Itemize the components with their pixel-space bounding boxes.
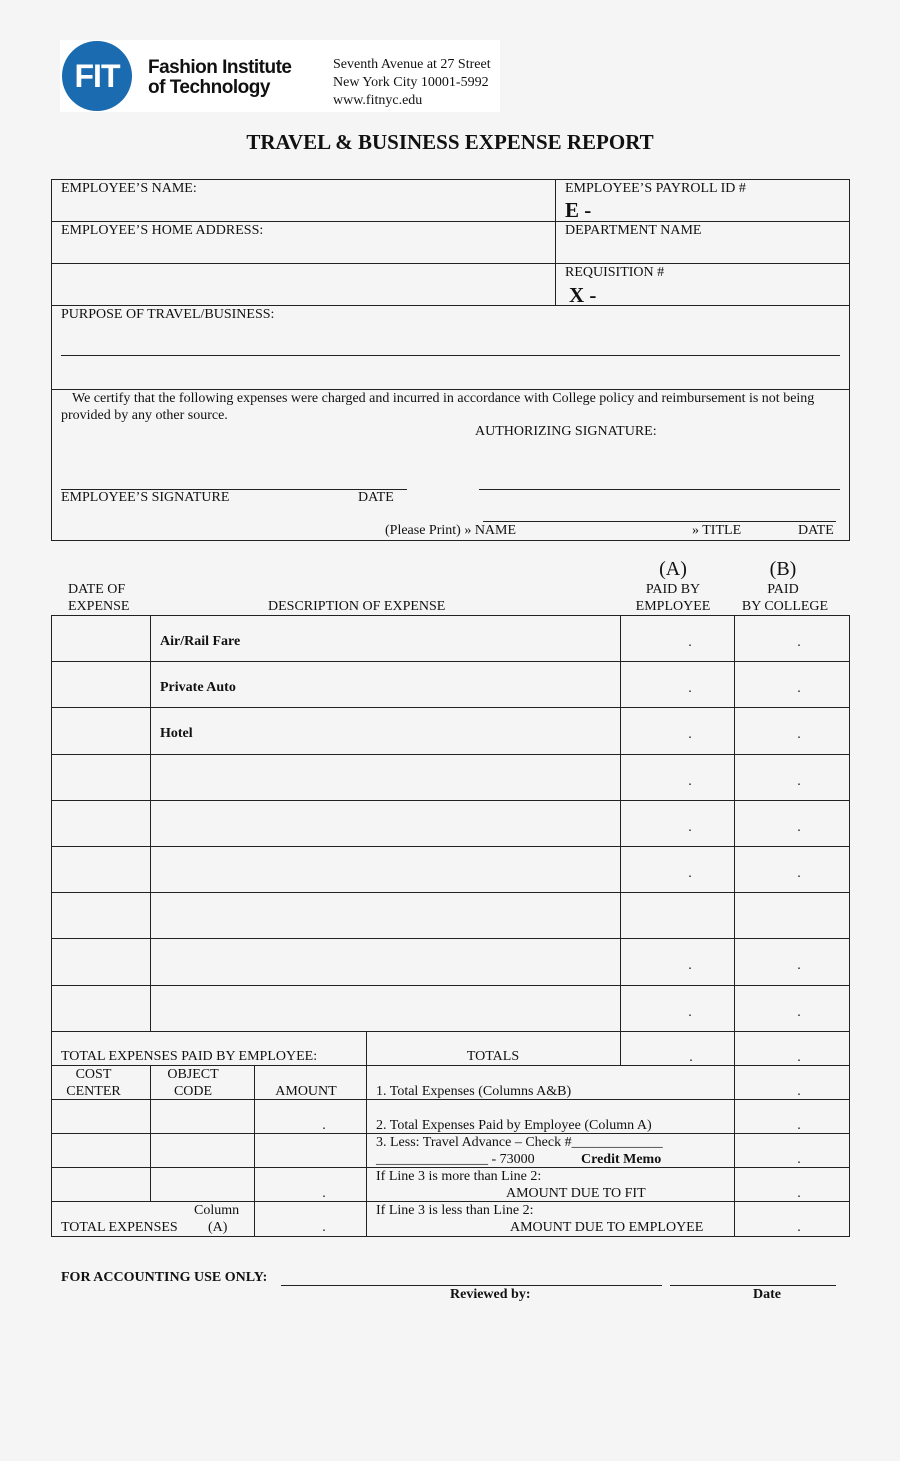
- authorizer-title-label: » TITLE: [692, 523, 742, 538]
- expense-date-cell[interactable]: [53, 802, 148, 844]
- purpose-line[interactable]: [61, 355, 840, 356]
- expense-description[interactable]: Hotel: [160, 726, 193, 742]
- home-address-label: EMPLOYEE’S HOME ADDRESS:: [61, 223, 264, 238]
- col-b-header-1: PAID: [767, 582, 799, 597]
- object-code-header-1: OBJECT: [167, 1067, 219, 1082]
- expense-description[interactable]: [160, 911, 615, 927]
- expense-description[interactable]: Private Auto: [160, 680, 236, 696]
- paid-by-college-cell[interactable]: [734, 912, 864, 928]
- line-3-label: 3. Less: Travel Advance – Check #_____________: [376, 1135, 663, 1150]
- expense-date-cell[interactable]: [53, 617, 148, 659]
- accounting-date-line[interactable]: [670, 1285, 836, 1286]
- expense-date-cell[interactable]: [53, 756, 148, 798]
- employee-date-label: DATE: [358, 490, 394, 505]
- accounting-label: FOR ACCOUNTING USE ONLY:: [61, 1270, 268, 1285]
- paid-by-college-cell[interactable]: .: [797, 866, 801, 881]
- amount-due-employee-label: AMOUNT DUE TO EMPLOYEE: [510, 1220, 704, 1235]
- org-line-2: of Technology: [148, 77, 270, 98]
- expense-description[interactable]: Air/Rail Fare: [160, 634, 241, 649]
- payroll-id-label: EMPLOYEE’S PAYROLL ID #: [565, 181, 746, 196]
- employee-name-field[interactable]: [200, 180, 550, 220]
- totals-b-value[interactable]: .: [797, 1050, 801, 1065]
- requisition-field[interactable]: [605, 283, 845, 305]
- paid-by-college-cell[interactable]: .: [797, 681, 801, 697]
- column-a-label: (A): [208, 1220, 228, 1235]
- paid-by-employee-cell[interactable]: .: [688, 1004, 692, 1020]
- expense-date-cell[interactable]: [53, 663, 148, 705]
- date-col-header-1: DATE OF: [68, 582, 126, 597]
- line-3-value[interactable]: .: [797, 1152, 801, 1167]
- employee-signature-label: EMPLOYEE’S SIGNATURE: [61, 490, 230, 505]
- col-a-header-1: PAID BY: [645, 582, 701, 597]
- expense-date-cell[interactable]: [53, 940, 148, 982]
- org-line-1: Fashion Institute: [148, 57, 292, 78]
- accounting-date-label: Date: [753, 1287, 781, 1302]
- total-expenses-value[interactable]: .: [322, 1220, 326, 1235]
- totals-a-value[interactable]: .: [689, 1050, 693, 1065]
- authorizing-signature-line[interactable]: [479, 489, 840, 490]
- please-print-name-label: (Please Print) » NAME: [385, 523, 517, 538]
- line-2-label: 2. Total Expenses Paid by Employee (Column A): [376, 1118, 652, 1133]
- logo-mark: FIT: [74, 57, 120, 94]
- amount-due-fit-value[interactable]: .: [797, 1186, 801, 1201]
- department-label: DEPARTMENT NAME: [565, 223, 702, 238]
- description-col-header: DESCRIPTION OF EXPENSE: [268, 599, 446, 614]
- expense-date-cell[interactable]: [53, 894, 148, 936]
- requisition-label: REQUISITION #: [565, 265, 665, 280]
- page-title: TRAVEL & BUSINESS EXPENSE REPORT: [246, 130, 654, 154]
- line-1-value[interactable]: .: [797, 1084, 801, 1099]
- object-code-header-2: CODE: [173, 1084, 213, 1099]
- paid-by-employee-cell[interactable]: .: [688, 727, 692, 743]
- col-b-header-2: BY COLLEGE: [741, 599, 829, 614]
- expense-date-cell[interactable]: [53, 848, 148, 890]
- home-address-field[interactable]: [61, 240, 551, 302]
- payroll-id-prefix: E -: [565, 198, 592, 222]
- more-than-label: If Line 3 is more than Line 2:: [376, 1169, 542, 1184]
- paid-by-employee-cell[interactable]: .: [688, 681, 692, 697]
- authorizer-name-line[interactable]: [483, 521, 836, 522]
- line-2-value[interactable]: .: [797, 1118, 801, 1133]
- paid-by-college-cell[interactable]: .: [797, 727, 801, 743]
- paid-by-employee-cell[interactable]: .: [688, 819, 692, 835]
- paid-by-college-cell[interactable]: .: [797, 635, 801, 650]
- column-label: Column: [194, 1203, 240, 1218]
- address-line-3: www.fitnyc.edu: [333, 93, 423, 108]
- authorizing-signature-label: AUTHORIZING SIGNATURE:: [475, 424, 657, 439]
- expense-description[interactable]: [160, 1004, 615, 1020]
- paid-by-college-cell[interactable]: .: [797, 1004, 801, 1020]
- expense-description[interactable]: [160, 773, 615, 789]
- employee-name-label: EMPLOYEE’S NAME:: [61, 181, 197, 196]
- amount-row-4[interactable]: .: [322, 1186, 326, 1201]
- address-line-1: Seventh Avenue at 27 Street: [333, 57, 491, 72]
- date-col-header-2: EXPENSE: [68, 599, 130, 614]
- org-name: [148, 58, 292, 98]
- requisition-prefix: X -: [569, 283, 597, 307]
- total-paid-label: TOTAL EXPENSES PAID BY EMPLOYEE:: [61, 1049, 318, 1064]
- amount-header: AMOUNT: [275, 1084, 337, 1099]
- authorizer-date-label: DATE: [798, 523, 834, 538]
- col-a-letter: (A): [659, 558, 687, 580]
- line-3-check-line: ________________ - 73000: [376, 1152, 535, 1167]
- org-address: [333, 56, 491, 110]
- expense-date-cell[interactable]: [53, 709, 148, 751]
- paid-by-employee-cell[interactable]: .: [688, 866, 692, 881]
- col-a-header-2: EMPLOYEE: [635, 599, 711, 614]
- totals-label: TOTALS: [466, 1049, 520, 1064]
- certify-line-1: We certify that the following expenses were charged and incurred in accordance with College policy and reimbursement is not being: [72, 391, 815, 406]
- paid-by-college-cell[interactable]: .: [797, 819, 801, 835]
- expense-description[interactable]: [160, 819, 615, 835]
- paid-by-employee-cell[interactable]: .: [688, 635, 692, 650]
- expense-description[interactable]: [160, 865, 615, 881]
- cost-center-header-2: CENTER: [66, 1084, 121, 1099]
- cost-center-header-1: COST: [75, 1067, 112, 1082]
- less-than-label: If Line 3 is less than Line 2:: [376, 1203, 534, 1218]
- paid-by-employee-cell[interactable]: .: [688, 773, 692, 789]
- payroll-id-field[interactable]: [600, 198, 840, 220]
- department-field[interactable]: [565, 240, 845, 262]
- paid-by-college-cell[interactable]: .: [797, 958, 801, 974]
- paid-by-employee-cell[interactable]: .: [688, 958, 692, 974]
- certify-line-2: provided by any other source.: [61, 408, 228, 423]
- amount-due-employee-value[interactable]: .: [797, 1220, 801, 1235]
- total-expenses-label: TOTAL EXPENSES: [61, 1220, 178, 1235]
- purpose-label: PURPOSE OF TRAVEL/BUSINESS:: [61, 307, 275, 322]
- reviewed-by-line[interactable]: [281, 1285, 662, 1286]
- paid-by-college-cell[interactable]: .: [797, 773, 801, 789]
- fit-logo: [62, 41, 132, 111]
- line-1-label: 1. Total Expenses (Columns A&B): [376, 1084, 572, 1099]
- expense-description[interactable]: [160, 957, 615, 973]
- amount-row-2[interactable]: .: [322, 1118, 326, 1133]
- address-line-2: New York City 10001-5992: [333, 75, 489, 90]
- amount-due-fit-label: AMOUNT DUE TO FIT: [506, 1186, 646, 1201]
- expense-date-cell[interactable]: [53, 987, 148, 1029]
- credit-memo-label: Credit Memo: [581, 1152, 662, 1167]
- reviewed-by-label: Reviewed by:: [450, 1287, 531, 1302]
- col-b-letter: (B): [769, 558, 797, 580]
